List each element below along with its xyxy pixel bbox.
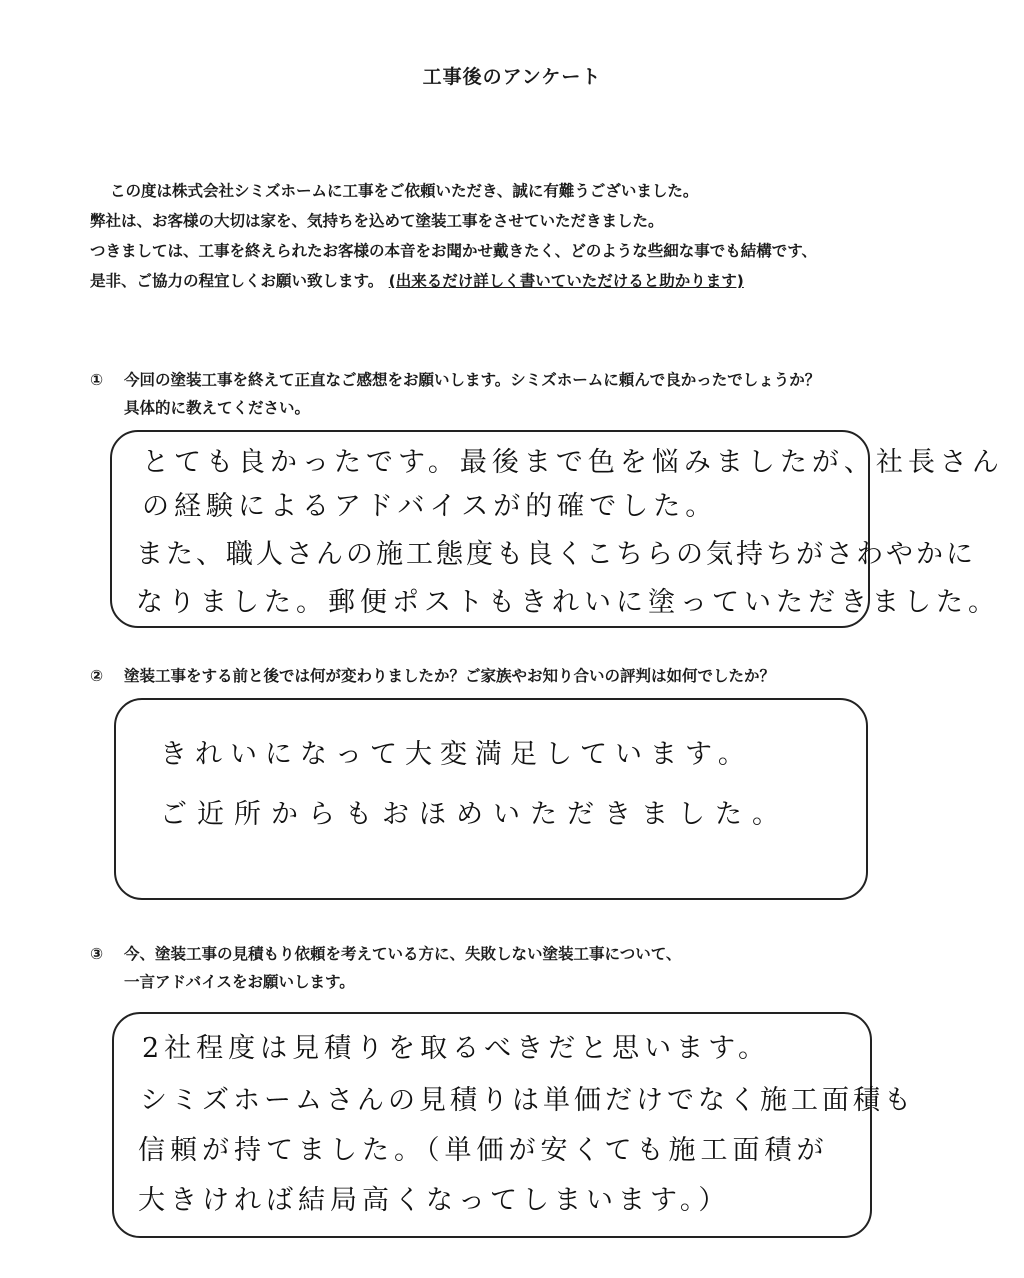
intro-text: [90, 176, 990, 296]
question-2-text: 塗装工事をする前と後では何が変わりましたか？ご家族やお知り合いの評判は如何でしたか？: [124, 667, 776, 685]
answer-box-3: [112, 1012, 915, 1238]
question-2-number: ②: [90, 667, 104, 685]
intro-line-1: この度は株式会社シミズホームに工事をご依頼いただき、誠に有難うございました。: [110, 182, 699, 200]
question-3-text: 今、塗装工事の見積もり依頼を考えている方に、失敗しない塗装工事について、: [124, 945, 682, 963]
answer-3-line-4: 大きければ結局高くなってしまいます。）: [138, 1185, 731, 1216]
question-3-number: ③: [90, 945, 104, 963]
question-1-line-1: [90, 366, 820, 394]
question-1-text: 今回の塗装工事を終えて正直なご感想をお願いします。シミズホームに頼んで良かったでしょうか？: [124, 371, 821, 389]
intro-note: (出来るだけ詳しく書いていただけると助かります): [388, 272, 744, 290]
question-2-line-1: [90, 662, 775, 690]
intro-line-3: つきましては、工事を終えられたお客様の本音をお聞かせ戴きたく、どのような些細な事でも結構です、: [90, 242, 817, 260]
answer-1-line-1: とても良かったです。最後まで色を悩みましたが、社長さん: [142, 447, 1004, 478]
answer-box-2: [114, 698, 868, 900]
answer-2-line-1: きれいになって大変満足しています。: [160, 739, 753, 770]
question-3-line-2: 一言アドバイスをお願いします。: [124, 973, 355, 991]
question-3: [90, 940, 681, 996]
intro-line-4: [90, 266, 990, 296]
question-2: [90, 662, 775, 690]
question-3-line-1: [90, 940, 681, 968]
answer-box-1: [110, 430, 1004, 628]
question-1-line-2: 具体的に教えてください。: [124, 399, 311, 417]
answer-1-line-4: なりました。郵便ポストもきれいに塗っていただきました。: [136, 587, 1000, 618]
question-1: [90, 366, 820, 422]
question-1-number: ①: [90, 371, 104, 389]
answer-3-line-2: シミズホームさんの見積りは単価だけでなく施工面積も: [140, 1085, 915, 1116]
answer-1-line-3: また、職人さんの施工態度も良くこちらの気持ちがさわやかに: [136, 539, 976, 570]
answer-3-line-3: 信頼が持てました。（単価が安くても施工面積が: [138, 1135, 829, 1166]
intro-line-4-text: 是非、ご協力の程宜しくお願い致します。: [90, 272, 384, 290]
answer-1-line-2: の経験によるアドバイスが的確でした。: [142, 491, 718, 522]
answer-3-line-1: 2社程度は見積りを取るべきだと思います。: [142, 1033, 771, 1064]
page-title: 工事後のアンケート: [422, 66, 602, 88]
intro-line-2: 弊社は、お客様の大切は家を、気持ちを込めて塗装工事をさせていただきました。: [90, 212, 664, 230]
answer-2-line-2: ご近所からもおほめいただきました。: [160, 799, 789, 830]
